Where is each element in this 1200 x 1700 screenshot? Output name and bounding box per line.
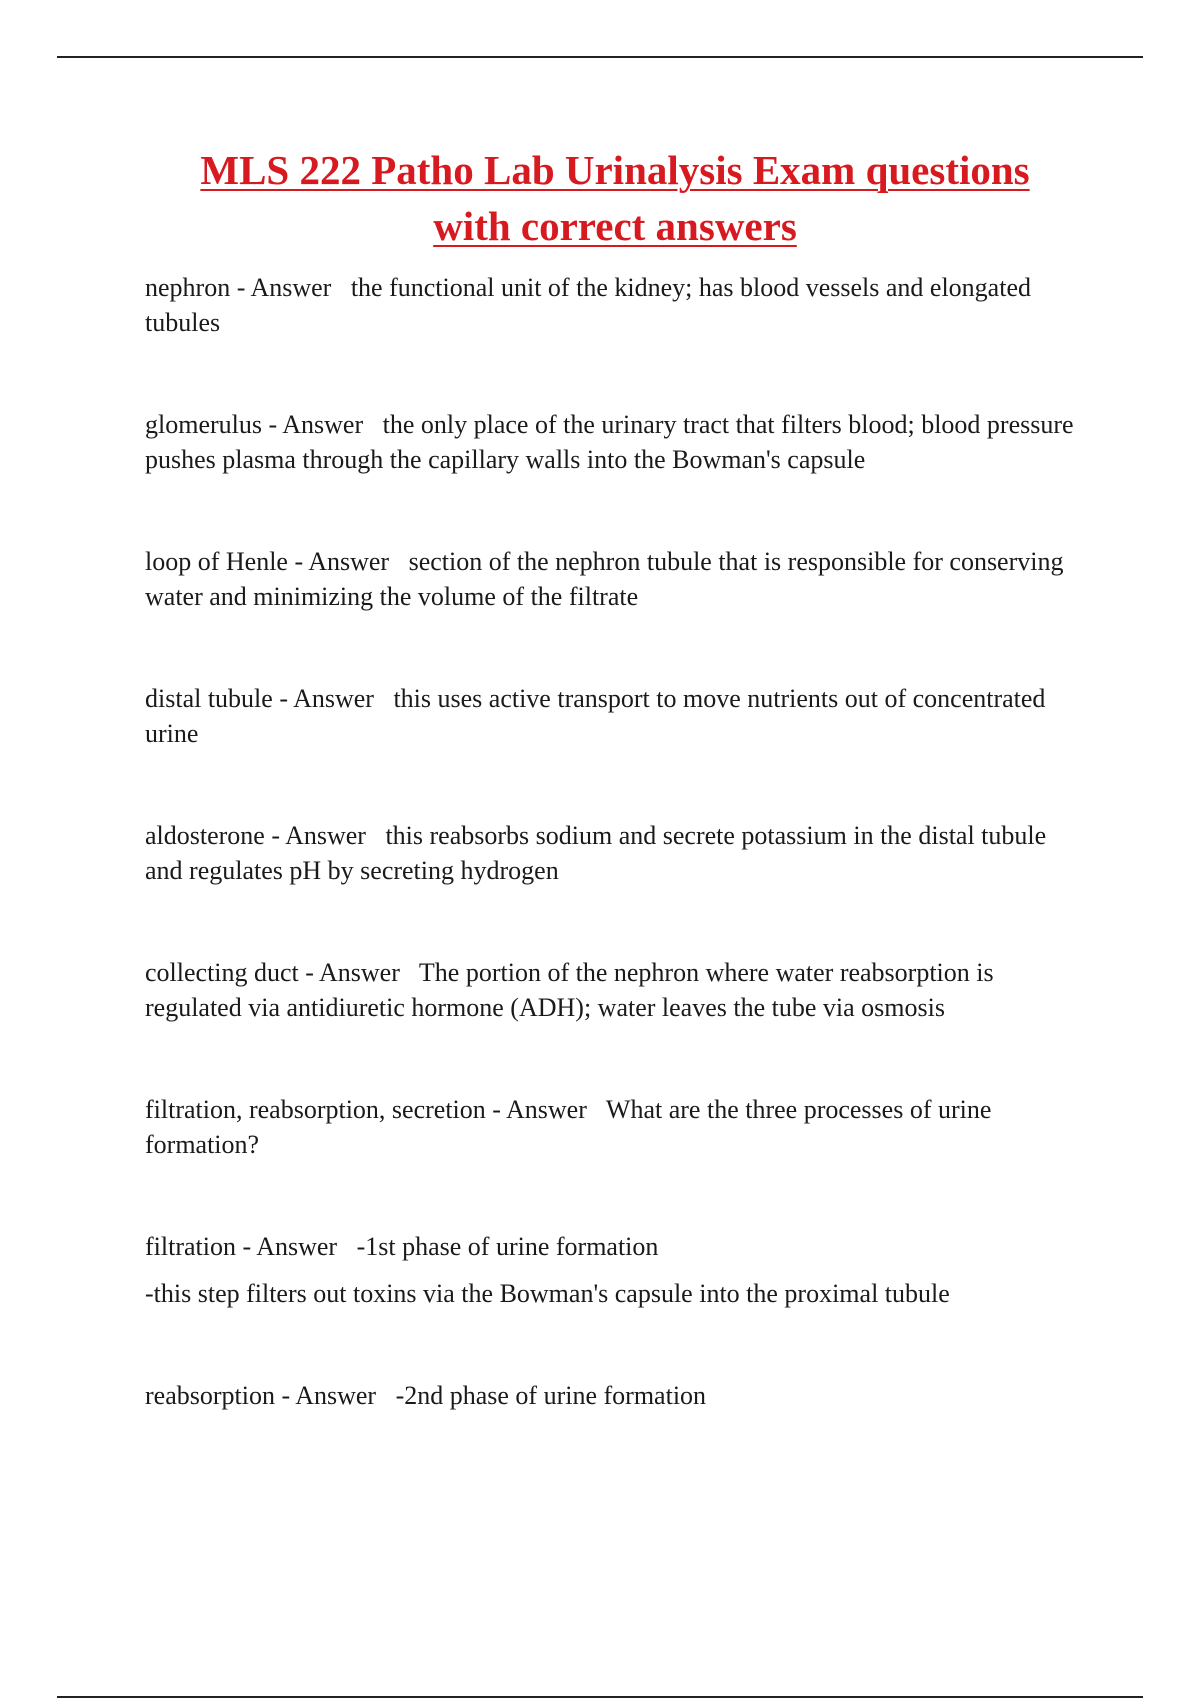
document-title [120, 142, 1110, 254]
entry-answer: the only place of the urinary tract that filters blood; blood pressure pushes plasma through the capillary walls into the Bowman's capsule [145, 410, 1074, 474]
entry-answer: What are the three processes of urine formation? [145, 1095, 992, 1159]
entry-answer: this uses active transport to move nutrients out of concentrated urine [145, 684, 1046, 748]
entry-answer: -1st phase of urine formation [356, 1232, 659, 1261]
answer-label: Answer [250, 273, 332, 302]
qa-entry-collecting-duct: collecting duct - Answer The portion of the nephron where water reabsorption is regulated via antidiuretic hormone (ADH); water leaves the tube via osmosis [145, 958, 994, 1022]
entry-term: glomerulus [145, 410, 262, 439]
title-line-2: with correct answers [433, 203, 797, 249]
qa-entry-nephron: nephron - Answer the functional unit of the kidney; has blood vessels and elongated tubules [145, 273, 1031, 337]
answer-label: Answer [308, 547, 390, 576]
answer-label: Answer [285, 821, 366, 850]
qa-list [145, 270, 1085, 1480]
entry-answer: -2nd phase of urine formation [395, 1381, 707, 1410]
entry-term: distal tubule [145, 684, 273, 713]
answer-label: Answer [506, 1095, 587, 1124]
entry-term: nephron [145, 273, 231, 302]
answer-label: Answer [319, 958, 400, 987]
qa-entry-loop-of-henle: loop of Henle - Answer section of the nephron tubule that is responsible for conserving water and minimizing the volume of the filtrate [145, 547, 1064, 611]
qa-entry-aldosterone: aldosterone - Answer this reabsorbs sodium and secrete potassium in the distal tubule and regulates pH by secreting hydrogen [145, 821, 1047, 885]
entry-term: reabsorption [145, 1381, 275, 1410]
entry-term: collecting duct [145, 958, 299, 987]
top-rule [57, 56, 1143, 58]
qa-entry-distal-tubule: distal tubule - Answer this uses active transport to move nutrients out of concentrated urine [145, 684, 1046, 748]
entry-answer: section of the nephron tubule that is responsible for conserving water and minimizing the volume of the filtrate [145, 547, 1064, 611]
qa-entry-reabsorption: reabsorption - Answer -2nd phase of urine formation [145, 1381, 707, 1410]
qa-entry-filtration: filtration - Answer -1st phase of urine formation -this step filters out toxins via the Bowman's capsule into the proximal tubule [145, 1229, 1085, 1311]
entry-answer: The portion of the nephron where water reabsorption is regulated via antidiuretic hormone (ADH); water leaves the tube via osmosis [145, 958, 994, 1022]
qa-entry-three-processes: filtration, reabsorption, secretion - Answer What are the three processes of urine formation? [145, 1095, 992, 1159]
answer-label: Answer [293, 684, 374, 713]
answer-label: Answer [256, 1232, 338, 1261]
answer-label: Answer [295, 1381, 377, 1410]
qa-entry-glomerulus: glomerulus - Answer the only place of the urinary tract that filters blood; blood pressure pushes plasma through the capillary walls into the Bowman's capsule [145, 410, 1074, 474]
bottom-rule [57, 1696, 1143, 1698]
entry-term: loop of Henle [145, 547, 288, 576]
answer-label: Answer [282, 410, 364, 439]
entry-term: aldosterone [145, 821, 265, 850]
entry-answer: this reabsorbs sodium and secrete potassium in the distal tubule and regulates pH by secreting hydrogen [145, 821, 1047, 885]
entry-term: filtration, reabsorption, secretion [145, 1095, 486, 1124]
entry-answer-continued: -this step filters out toxins via the Bowman's capsule into the proximal tubule [145, 1279, 950, 1308]
entry-answer: the functional unit of the kidney; has blood vessels and elongated tubules [145, 273, 1031, 337]
entry-term: filtration [145, 1232, 236, 1261]
title-line-1: MLS 222 Patho Lab Urinalysis Exam questions [200, 147, 1030, 193]
